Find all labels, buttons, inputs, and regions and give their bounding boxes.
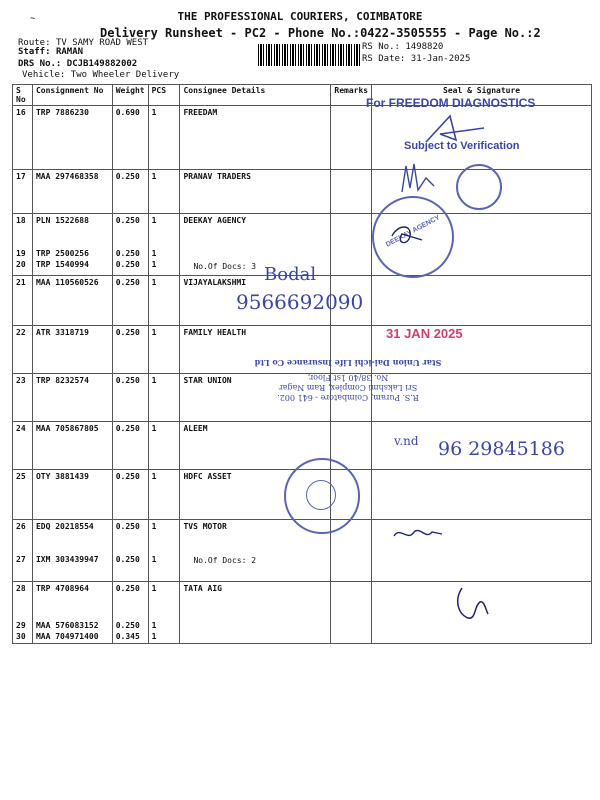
pcs-value: 1 <box>151 621 157 630</box>
sno-value: 25 <box>16 472 26 481</box>
handwritten-aleem-phone: 96 29845186 <box>438 438 565 460</box>
consignment-cell <box>32 422 112 470</box>
col-weight: Weight <box>112 85 148 106</box>
vehicle-label: Vehicle: <box>22 70 66 80</box>
weight-value: 0.250 <box>115 172 140 181</box>
col-remarks: Remarks <box>331 85 372 106</box>
pcs-cell <box>148 106 180 170</box>
sno-value: 29 <box>16 621 26 630</box>
pcs-value: 1 <box>151 249 157 258</box>
consignment-cell <box>32 106 112 170</box>
weight-value: 0.250 <box>115 621 140 630</box>
table-row <box>13 106 592 170</box>
vehicle-line <box>22 70 179 80</box>
pcs-cell <box>148 214 180 276</box>
consignment-cell <box>32 470 112 520</box>
col-pcs: PCS <box>148 85 180 106</box>
rs-date-value: 31-Jan-2025 <box>410 54 471 64</box>
sno-cell <box>13 582 33 644</box>
consignment-number: PLN 1522688 <box>35 216 89 225</box>
sno-value: 23 <box>16 376 26 385</box>
handwritten-phone: 9566692090 <box>236 290 364 314</box>
hdfc-stamp-inner <box>306 480 336 510</box>
drs-value: DCJB149882002 <box>66 59 138 69</box>
pcs-value: 1 <box>151 216 157 225</box>
sno-value: 22 <box>16 328 26 337</box>
col-seal: Seal & Signature <box>372 85 592 106</box>
weight-value: 0.250 <box>115 260 140 269</box>
consignment-number: MAA 704971400 <box>35 632 99 641</box>
weight-value: 0.250 <box>115 584 140 593</box>
freedom-stamp: For FREEDOM DIAGNOSTICS <box>366 96 536 110</box>
pcs-value: 1 <box>151 278 157 287</box>
staff-label: Staff: <box>18 47 51 57</box>
table-row <box>13 170 592 214</box>
sno-cell <box>13 422 33 470</box>
route-value: TV SAMY ROAD WEST <box>55 38 149 48</box>
seal-signature-cell <box>372 276 592 326</box>
staff-value: RAMAN <box>55 47 84 57</box>
consignee-name: DEEKAY AGENCY <box>183 216 247 225</box>
sno-value: 20 <box>16 260 26 269</box>
consignee-name: TATA AIG <box>183 584 222 593</box>
pcs-cell <box>148 520 180 582</box>
signature-tvs <box>390 522 446 548</box>
pcs-value: 1 <box>151 108 157 117</box>
sno-value: 19 <box>16 249 26 258</box>
consignee-cell <box>180 582 331 644</box>
pcs-value: 1 <box>151 584 157 593</box>
docs-count: No.Of Docs: 3 <box>193 262 257 271</box>
consignee-name: PRANAV TRADERS <box>183 172 251 181</box>
pcs-value: 1 <box>151 376 157 385</box>
weight-value: 0.250 <box>115 522 140 531</box>
consignment-number: TRP 8232574 <box>35 376 89 385</box>
drs-label: DRS No.: <box>18 59 62 69</box>
subject-verification-stamp: Subject to Verification <box>404 140 520 152</box>
consignment-cell <box>32 276 112 326</box>
sno-cell <box>13 470 33 520</box>
sno-value: 16 <box>16 108 26 117</box>
pcs-value: 1 <box>151 522 157 531</box>
remarks-cell <box>331 170 372 214</box>
rs-date-label: RS Date: <box>362 54 406 64</box>
pcs-cell <box>148 326 180 374</box>
signature-tata <box>448 584 492 624</box>
rs-no-label: RS No.: <box>362 42 400 52</box>
sno-cell <box>13 170 33 214</box>
pcs-cell <box>148 276 180 326</box>
consignment-cell <box>32 374 112 422</box>
consignee-cell <box>180 106 331 170</box>
col-consignment: Consignment No <box>32 85 112 106</box>
weight-cell <box>112 374 148 422</box>
weight-value: 0.345 <box>115 632 140 641</box>
weight-value: 0.250 <box>115 472 140 481</box>
barcode-image <box>258 44 360 66</box>
sno-value: 28 <box>16 584 26 593</box>
drs-line <box>18 59 137 69</box>
sno-cell <box>13 214 33 276</box>
consignment-number: ATR 3318719 <box>35 328 89 337</box>
pcs-cell <box>148 582 180 644</box>
pcs-cell <box>148 374 180 422</box>
sno-cell <box>13 326 33 374</box>
sno-value: 26 <box>16 522 26 531</box>
col-sno: S No <box>13 85 33 106</box>
sno-value: 18 <box>16 216 26 225</box>
consignment-number: TRP 1540994 <box>35 260 89 269</box>
rs-date-line <box>362 54 470 64</box>
consignment-number: MAA 110560526 <box>35 278 99 287</box>
date-stamp: 31 JAN 2025 <box>386 326 463 341</box>
weight-cell <box>112 520 148 582</box>
weight-cell <box>112 422 148 470</box>
signature-pranav <box>396 158 440 198</box>
consignment-number: TRP 4708964 <box>35 584 89 593</box>
consignment-number: MAA 576083152 <box>35 621 99 630</box>
pcs-value: 1 <box>151 424 157 433</box>
consignee-name: TVS MOTOR <box>183 522 227 531</box>
consignment-cell <box>32 582 112 644</box>
pcs-cell <box>148 170 180 214</box>
remarks-cell <box>331 582 372 644</box>
consignment-number: TRP 2500256 <box>35 249 89 258</box>
pcs-value: 1 <box>151 555 157 564</box>
docs-count: No.Of Docs: 2 <box>193 556 257 565</box>
consignee-cell <box>180 170 331 214</box>
sno-value: 24 <box>16 424 26 433</box>
weight-value: 0.690 <box>115 108 140 117</box>
route-label: Route: <box>18 38 51 48</box>
pcs-value: 1 <box>151 260 157 269</box>
weight-value: 0.250 <box>115 216 140 225</box>
weight-cell <box>112 106 148 170</box>
star-union-stamp <box>250 358 446 402</box>
weight-cell <box>112 582 148 644</box>
weight-cell <box>112 326 148 374</box>
table-row <box>13 582 592 644</box>
pcs-value: 1 <box>151 472 157 481</box>
consignee-name: FREEDAM <box>183 108 218 117</box>
sno-value: 17 <box>16 172 26 181</box>
signature-freedom <box>420 112 490 148</box>
weight-cell <box>112 470 148 520</box>
consignment-number: EDQ 20218554 <box>35 522 94 531</box>
consignment-cell <box>32 214 112 276</box>
consignee-name: STAR UNION <box>183 376 232 385</box>
consignment-cell <box>32 520 112 582</box>
remarks-cell <box>331 214 372 276</box>
pranav-round-stamp <box>456 164 502 210</box>
weight-value: 0.250 <box>115 249 140 258</box>
star-union-address2: Sri Lakshmi Complex, Ram Nagar <box>278 383 418 392</box>
pcs-cell <box>148 470 180 520</box>
sno-cell <box>13 374 33 422</box>
vehicle-value: Two Wheeler Delivery <box>70 70 180 80</box>
star-union-address3: R.S. Puram, Coimbatore - 641 002. <box>277 393 419 402</box>
consignee-name: VIJAYALAKSHMI <box>183 278 247 287</box>
hdfc-round-stamp <box>284 458 360 534</box>
weight-value: 0.250 <box>115 424 140 433</box>
pcs-value: 1 <box>151 172 157 181</box>
consignment-number: IXM 303439947 <box>35 555 99 564</box>
sno-value: 27 <box>16 555 26 564</box>
weight-value: 0.250 <box>115 376 140 385</box>
weight-value: 0.250 <box>115 278 140 287</box>
sno-value: 21 <box>16 278 26 287</box>
deekay-stamp-text: DEEKAY AGENCY <box>384 214 442 249</box>
consignee-name: HDFC ASSET <box>183 472 232 481</box>
star-union-name: Star Union Dai-ichi Life Insurance Co Ltd <box>254 358 442 368</box>
rs-no-value: 1498820 <box>405 42 444 52</box>
consignment-cell <box>32 170 112 214</box>
staff-line <box>18 47 83 57</box>
consignment-cell <box>32 326 112 374</box>
pcs-cell <box>148 422 180 470</box>
remarks-cell <box>331 106 372 170</box>
weight-value: 0.250 <box>115 555 140 564</box>
sno-value: 30 <box>16 632 26 641</box>
company-title: THE PROFESSIONAL COURIERS, COIMBATORE <box>177 10 423 23</box>
signature-deekay <box>388 222 428 248</box>
pcs-value: 1 <box>151 328 157 337</box>
consignee-name: ALEEM <box>183 424 208 433</box>
pcs-value: 1 <box>151 632 157 641</box>
weight-cell <box>112 214 148 276</box>
handwritten-name: Bodal <box>264 264 317 285</box>
consignment-number: OTY 3881439 <box>35 472 89 481</box>
sno-cell <box>13 520 33 582</box>
col-consignee: Consignee Details <box>180 85 331 106</box>
seal-signature-cell <box>372 470 592 520</box>
star-union-address1: No. 38/40 1st Floor, <box>307 373 389 382</box>
sno-cell <box>13 276 33 326</box>
weight-value: 0.250 <box>115 328 140 337</box>
corner-mark: ~ <box>30 14 36 24</box>
rs-number-line <box>362 42 443 52</box>
consignment-number: TRP 7886230 <box>35 108 89 117</box>
weight-cell <box>112 276 148 326</box>
runsheet-heading: Delivery Runsheet - PC2 - Phone No.:0422-3505555 - Page No.:2 <box>100 26 541 40</box>
consignment-number: MAA 297468358 <box>35 172 99 181</box>
handwritten-aleem-prefix: v.nd <box>394 434 419 448</box>
sno-cell <box>13 106 33 170</box>
consignment-number: MAA 705867805 <box>35 424 99 433</box>
consignee-name: FAMILY HEALTH <box>183 328 247 337</box>
weight-cell <box>112 170 148 214</box>
